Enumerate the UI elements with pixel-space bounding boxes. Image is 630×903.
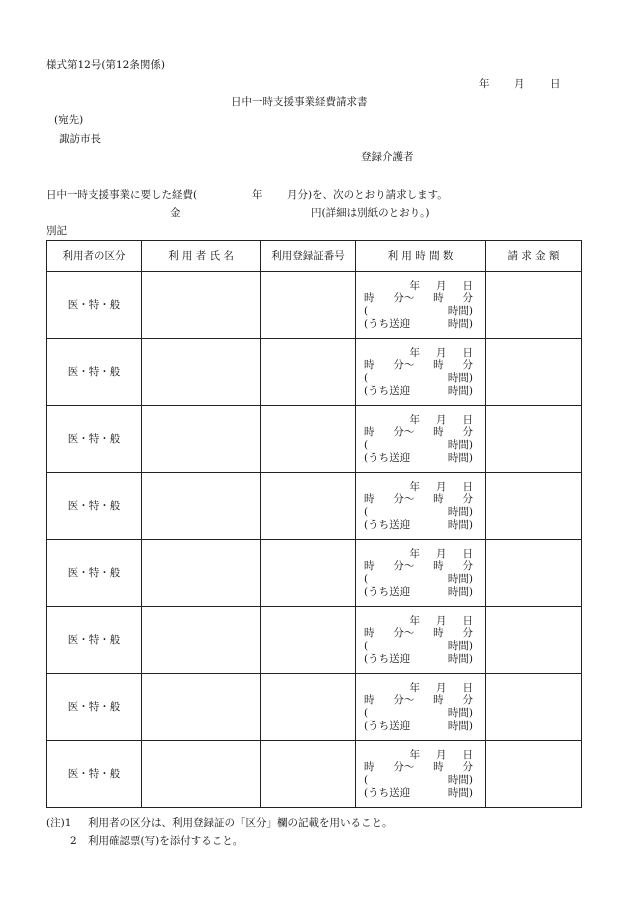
billing-amount-cell	[486, 540, 582, 607]
header-category: 利用者の区分	[47, 241, 142, 272]
billing-amount-cell	[486, 741, 582, 808]
transport-line: (うち送迎 時間)	[364, 719, 473, 732]
header-billing-amount: 請 求 金 額	[486, 241, 582, 272]
usage-hours-cell	[356, 272, 486, 339]
table-header-row	[47, 241, 582, 272]
time-range-line: 時 分〜 時 分	[364, 627, 473, 640]
hours-line: ( 時間)	[364, 439, 473, 451]
registration-number-cell	[261, 540, 356, 607]
time-range-line: 時 分〜 時 分	[364, 292, 473, 305]
transport-line: (うち送迎 時間)	[364, 384, 473, 397]
request-line-before: 日中一時支援事業に要した経費(	[46, 189, 198, 201]
user-name-cell	[142, 473, 261, 540]
time-range-line: 時 分〜 時 分	[364, 426, 473, 439]
table-row	[47, 473, 582, 540]
table-row	[47, 741, 582, 808]
user-category-cell: 医・特・般	[47, 272, 142, 339]
registration-number-cell	[261, 473, 356, 540]
request-line-after: 月分)を、次のとおり請求します。	[287, 189, 448, 201]
usage-hours-cell	[356, 607, 486, 674]
registration-number-cell	[261, 272, 356, 339]
table-row	[47, 272, 582, 339]
note-2-prefix: 2	[70, 835, 77, 847]
time-range-line: 時 分〜 時 分	[364, 493, 473, 506]
registration-number-cell	[261, 339, 356, 406]
amount-gold-label: 金	[170, 207, 181, 219]
date-line: 年 月 日	[409, 346, 473, 359]
user-category-cell: 医・特・般	[47, 607, 142, 674]
appendix-label: 別記	[46, 225, 67, 237]
date-line: 年 月 日	[409, 480, 473, 493]
time-range-line: 時 分〜 時 分	[364, 560, 473, 573]
document-title: 日中一時支援事業経費請求書	[231, 96, 368, 108]
usage-hours-cell	[356, 741, 486, 808]
billing-amount-cell	[486, 339, 582, 406]
header-registration-number: 利用登録証番号	[261, 241, 356, 272]
time-range-line: 時 分〜 時 分	[364, 359, 473, 372]
date-line: 年 月 日	[409, 547, 473, 560]
billing-amount-cell	[486, 674, 582, 741]
table-row	[47, 674, 582, 741]
user-name-cell	[142, 272, 261, 339]
billing-table	[46, 240, 582, 808]
user-name-cell	[142, 741, 261, 808]
transport-line: (うち送迎 時間)	[364, 317, 473, 330]
user-category-cell: 医・特・般	[47, 473, 142, 540]
note-1-text: 利用者の区分は、利用登録証の「区分」欄の記載を用いること。	[88, 817, 393, 829]
hours-line: ( 時間)	[364, 506, 473, 518]
transport-line: (うち送迎 時間)	[364, 786, 473, 799]
form-number: 様式第12号(第12条関係)	[46, 59, 165, 71]
operator-label: 登録介護者	[361, 151, 414, 163]
usage-hours-cell	[356, 406, 486, 473]
header-user-name: 利 用 者 氏 名	[142, 241, 261, 272]
date-line: 年 月 日	[409, 614, 473, 627]
date-line: 年 月 日	[409, 413, 473, 426]
registration-number-cell	[261, 741, 356, 808]
user-name-cell	[142, 607, 261, 674]
table-row	[47, 540, 582, 607]
hours-line: ( 時間)	[364, 573, 473, 585]
hours-line: ( 時間)	[364, 774, 473, 786]
user-category-cell: 医・特・般	[47, 540, 142, 607]
billing-amount-cell	[486, 272, 582, 339]
table-row	[47, 607, 582, 674]
user-category-cell: 医・特・般	[47, 406, 142, 473]
date-line: 年 月 日	[409, 279, 473, 292]
hours-line: ( 時間)	[364, 707, 473, 719]
billing-amount-cell	[486, 607, 582, 674]
usage-hours-cell	[356, 540, 486, 607]
user-name-cell	[142, 406, 261, 473]
addressee-note: (宛先)	[54, 114, 84, 126]
user-name-cell	[142, 674, 261, 741]
time-range-line: 時 分〜 時 分	[364, 694, 473, 707]
table-row	[47, 339, 582, 406]
transport-line: (うち送迎 時間)	[364, 451, 473, 464]
date-line: 年 月 日	[409, 748, 473, 761]
time-range-line: 時 分〜 時 分	[364, 761, 473, 774]
transport-line: (うち送迎 時間)	[364, 518, 473, 531]
date-day-label: 日	[550, 78, 561, 90]
registration-number-cell	[261, 406, 356, 473]
usage-hours-cell	[356, 473, 486, 540]
request-year-label: 年	[252, 189, 263, 201]
usage-hours-cell	[356, 674, 486, 741]
usage-hours-cell	[356, 339, 486, 406]
transport-line: (うち送迎 時間)	[364, 585, 473, 598]
hours-line: ( 時間)	[364, 640, 473, 652]
header-usage-hours: 利 用 時 間 数	[356, 241, 486, 272]
user-category-cell: 医・特・般	[47, 741, 142, 808]
hours-line: ( 時間)	[364, 372, 473, 384]
user-category-cell: 医・特・般	[47, 674, 142, 741]
user-name-cell	[142, 540, 261, 607]
user-name-cell	[142, 339, 261, 406]
date-month-label: 月	[514, 78, 525, 90]
note-1-prefix: (注)1	[46, 817, 72, 829]
note-2-text: 利用確認票(写)を添付すること。	[88, 835, 244, 847]
user-category-cell: 医・特・般	[47, 339, 142, 406]
transport-line: (うち送迎 時間)	[364, 652, 473, 665]
addressee: 諏訪市長	[59, 133, 101, 145]
registration-number-cell	[261, 674, 356, 741]
date-year-label: 年	[479, 78, 490, 90]
hours-line: ( 時間)	[364, 305, 473, 317]
date-line: 年 月 日	[409, 681, 473, 694]
amount-yen-label: 円(詳細は別紙のとおり。)	[311, 207, 430, 219]
table-row	[47, 406, 582, 473]
registration-number-cell	[261, 607, 356, 674]
billing-amount-cell	[486, 406, 582, 473]
billing-amount-cell	[486, 473, 582, 540]
